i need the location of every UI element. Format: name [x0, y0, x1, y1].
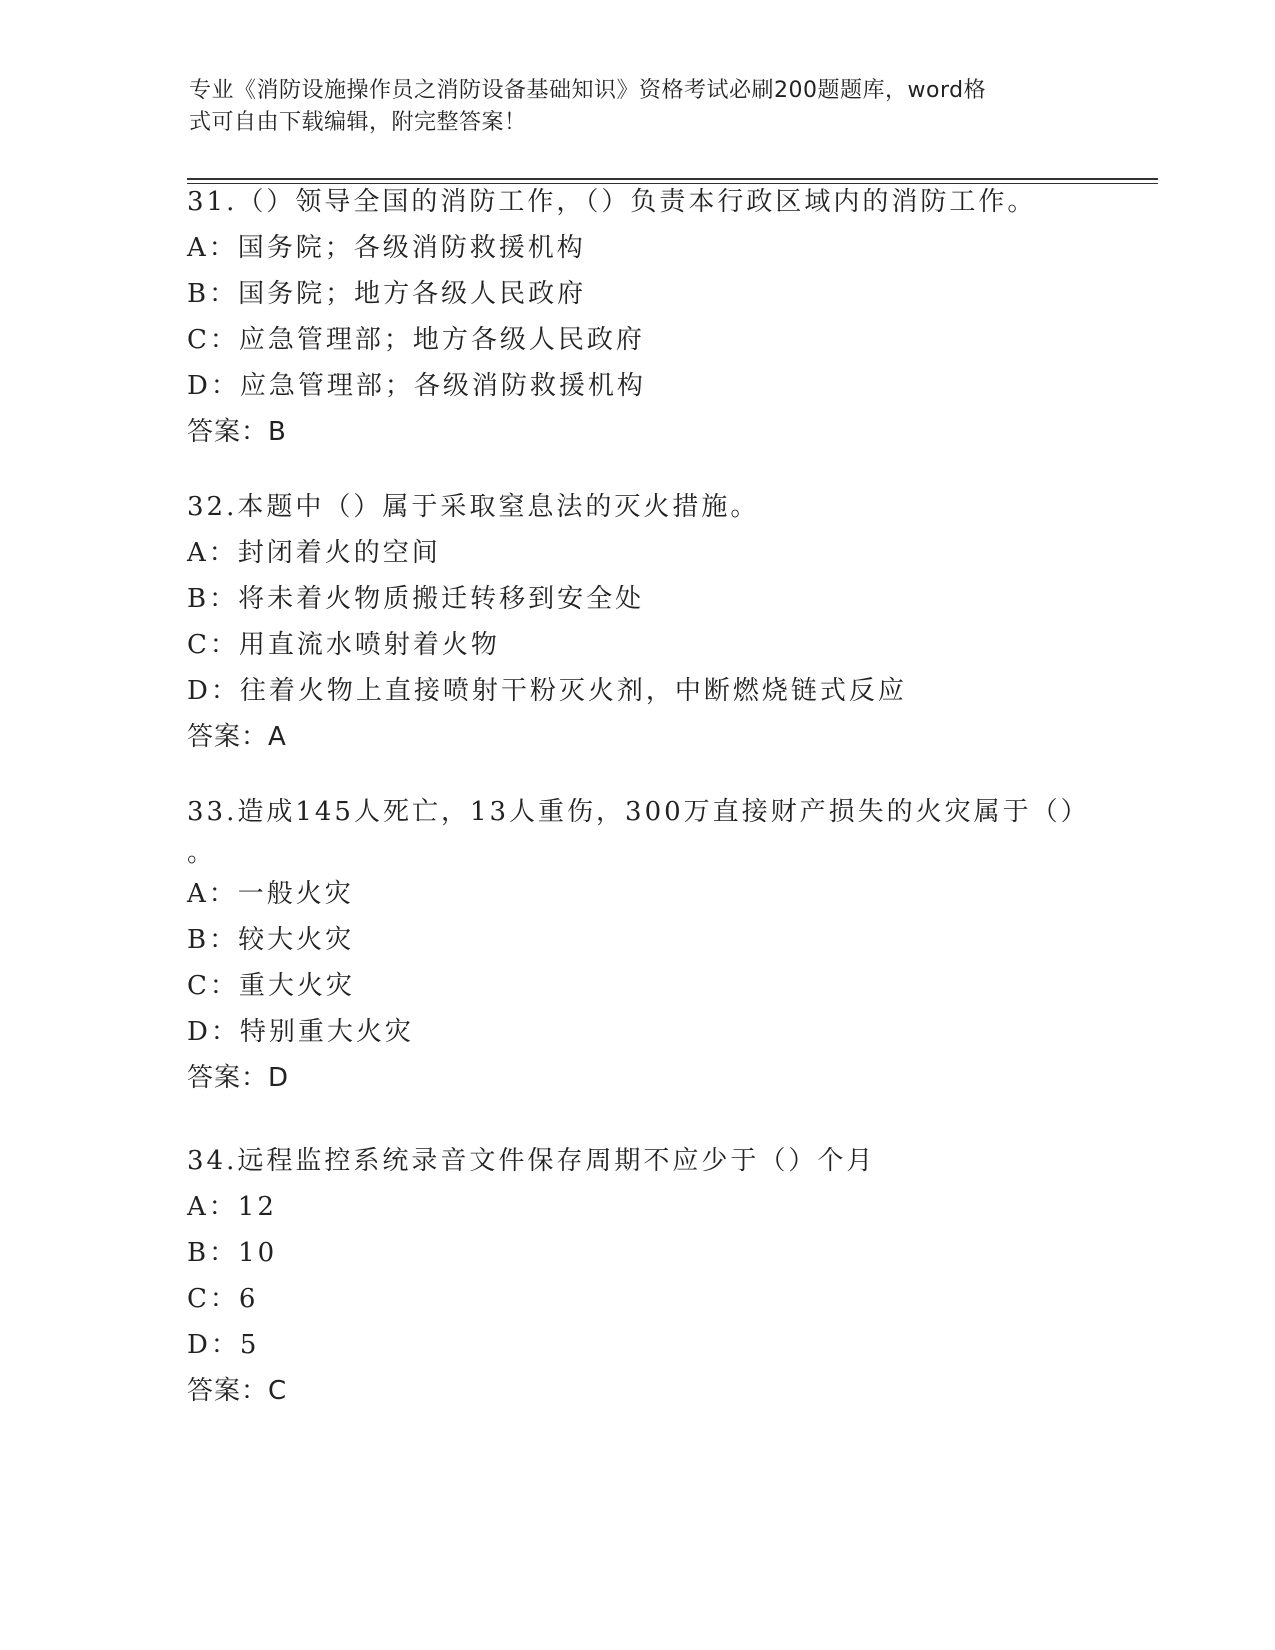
question-stem: 33.造成145人死亡，13人重伤，300万直接财产损失的火灾属于（）	[187, 797, 1090, 827]
option-b: B：国务院；地方各级人民政府	[187, 279, 587, 309]
option-a: A：封闭着火的空间	[187, 538, 441, 568]
option-a: A：12	[187, 1192, 277, 1222]
option-c: C：6	[187, 1284, 259, 1314]
option-c: C：重大火灾	[187, 971, 355, 1001]
header-line-1: 专业《消防设施操作员之消防设备基础知识》资格考试必刷200题题库，word格	[189, 78, 987, 103]
question-stem-continuation: 。	[187, 838, 217, 868]
question-stem: 31.（）领导全国的消防工作，（）负责本行政区域内的消防工作。	[187, 187, 1037, 217]
option-b: B：将未着火物质搬迁转移到安全处	[187, 584, 645, 614]
option-a: A：国务院；各级消防救援机构	[187, 233, 586, 263]
answer: 答案：C	[187, 1376, 288, 1406]
question-stem: 34.远程监控系统录音文件保存周期不应少于（）个月	[187, 1146, 876, 1176]
answer: 答案：A	[187, 722, 287, 752]
question-32	[187, 484, 1087, 760]
question-31	[187, 179, 1087, 455]
document-header	[189, 75, 1069, 139]
question-33	[187, 789, 1090, 1101]
option-b: B：较大火灾	[187, 925, 355, 955]
option-d: D：特别重大火灾	[187, 1017, 414, 1047]
option-c: C：应急管理部；地方各级人民政府	[187, 325, 645, 355]
option-d: D：往着火物上直接喷射干粉灭火剂，中断燃烧链式反应	[187, 676, 907, 706]
question-34	[187, 1138, 1087, 1414]
option-a: A：一般火灾	[187, 879, 354, 909]
option-b: B：10	[187, 1238, 278, 1268]
option-d: D：应急管理部；各级消防救援机构	[187, 371, 646, 401]
header-line-2: 式可自由下载编辑，附完整答案！	[189, 110, 527, 135]
question-stem: 32.本题中（）属于采取窒息法的灭火措施。	[187, 492, 760, 522]
answer: 答案：B	[187, 417, 287, 447]
answer: 答案：D	[187, 1063, 290, 1093]
option-d: D：5	[187, 1330, 260, 1360]
option-c: C：用直流水喷射着火物	[187, 630, 500, 660]
